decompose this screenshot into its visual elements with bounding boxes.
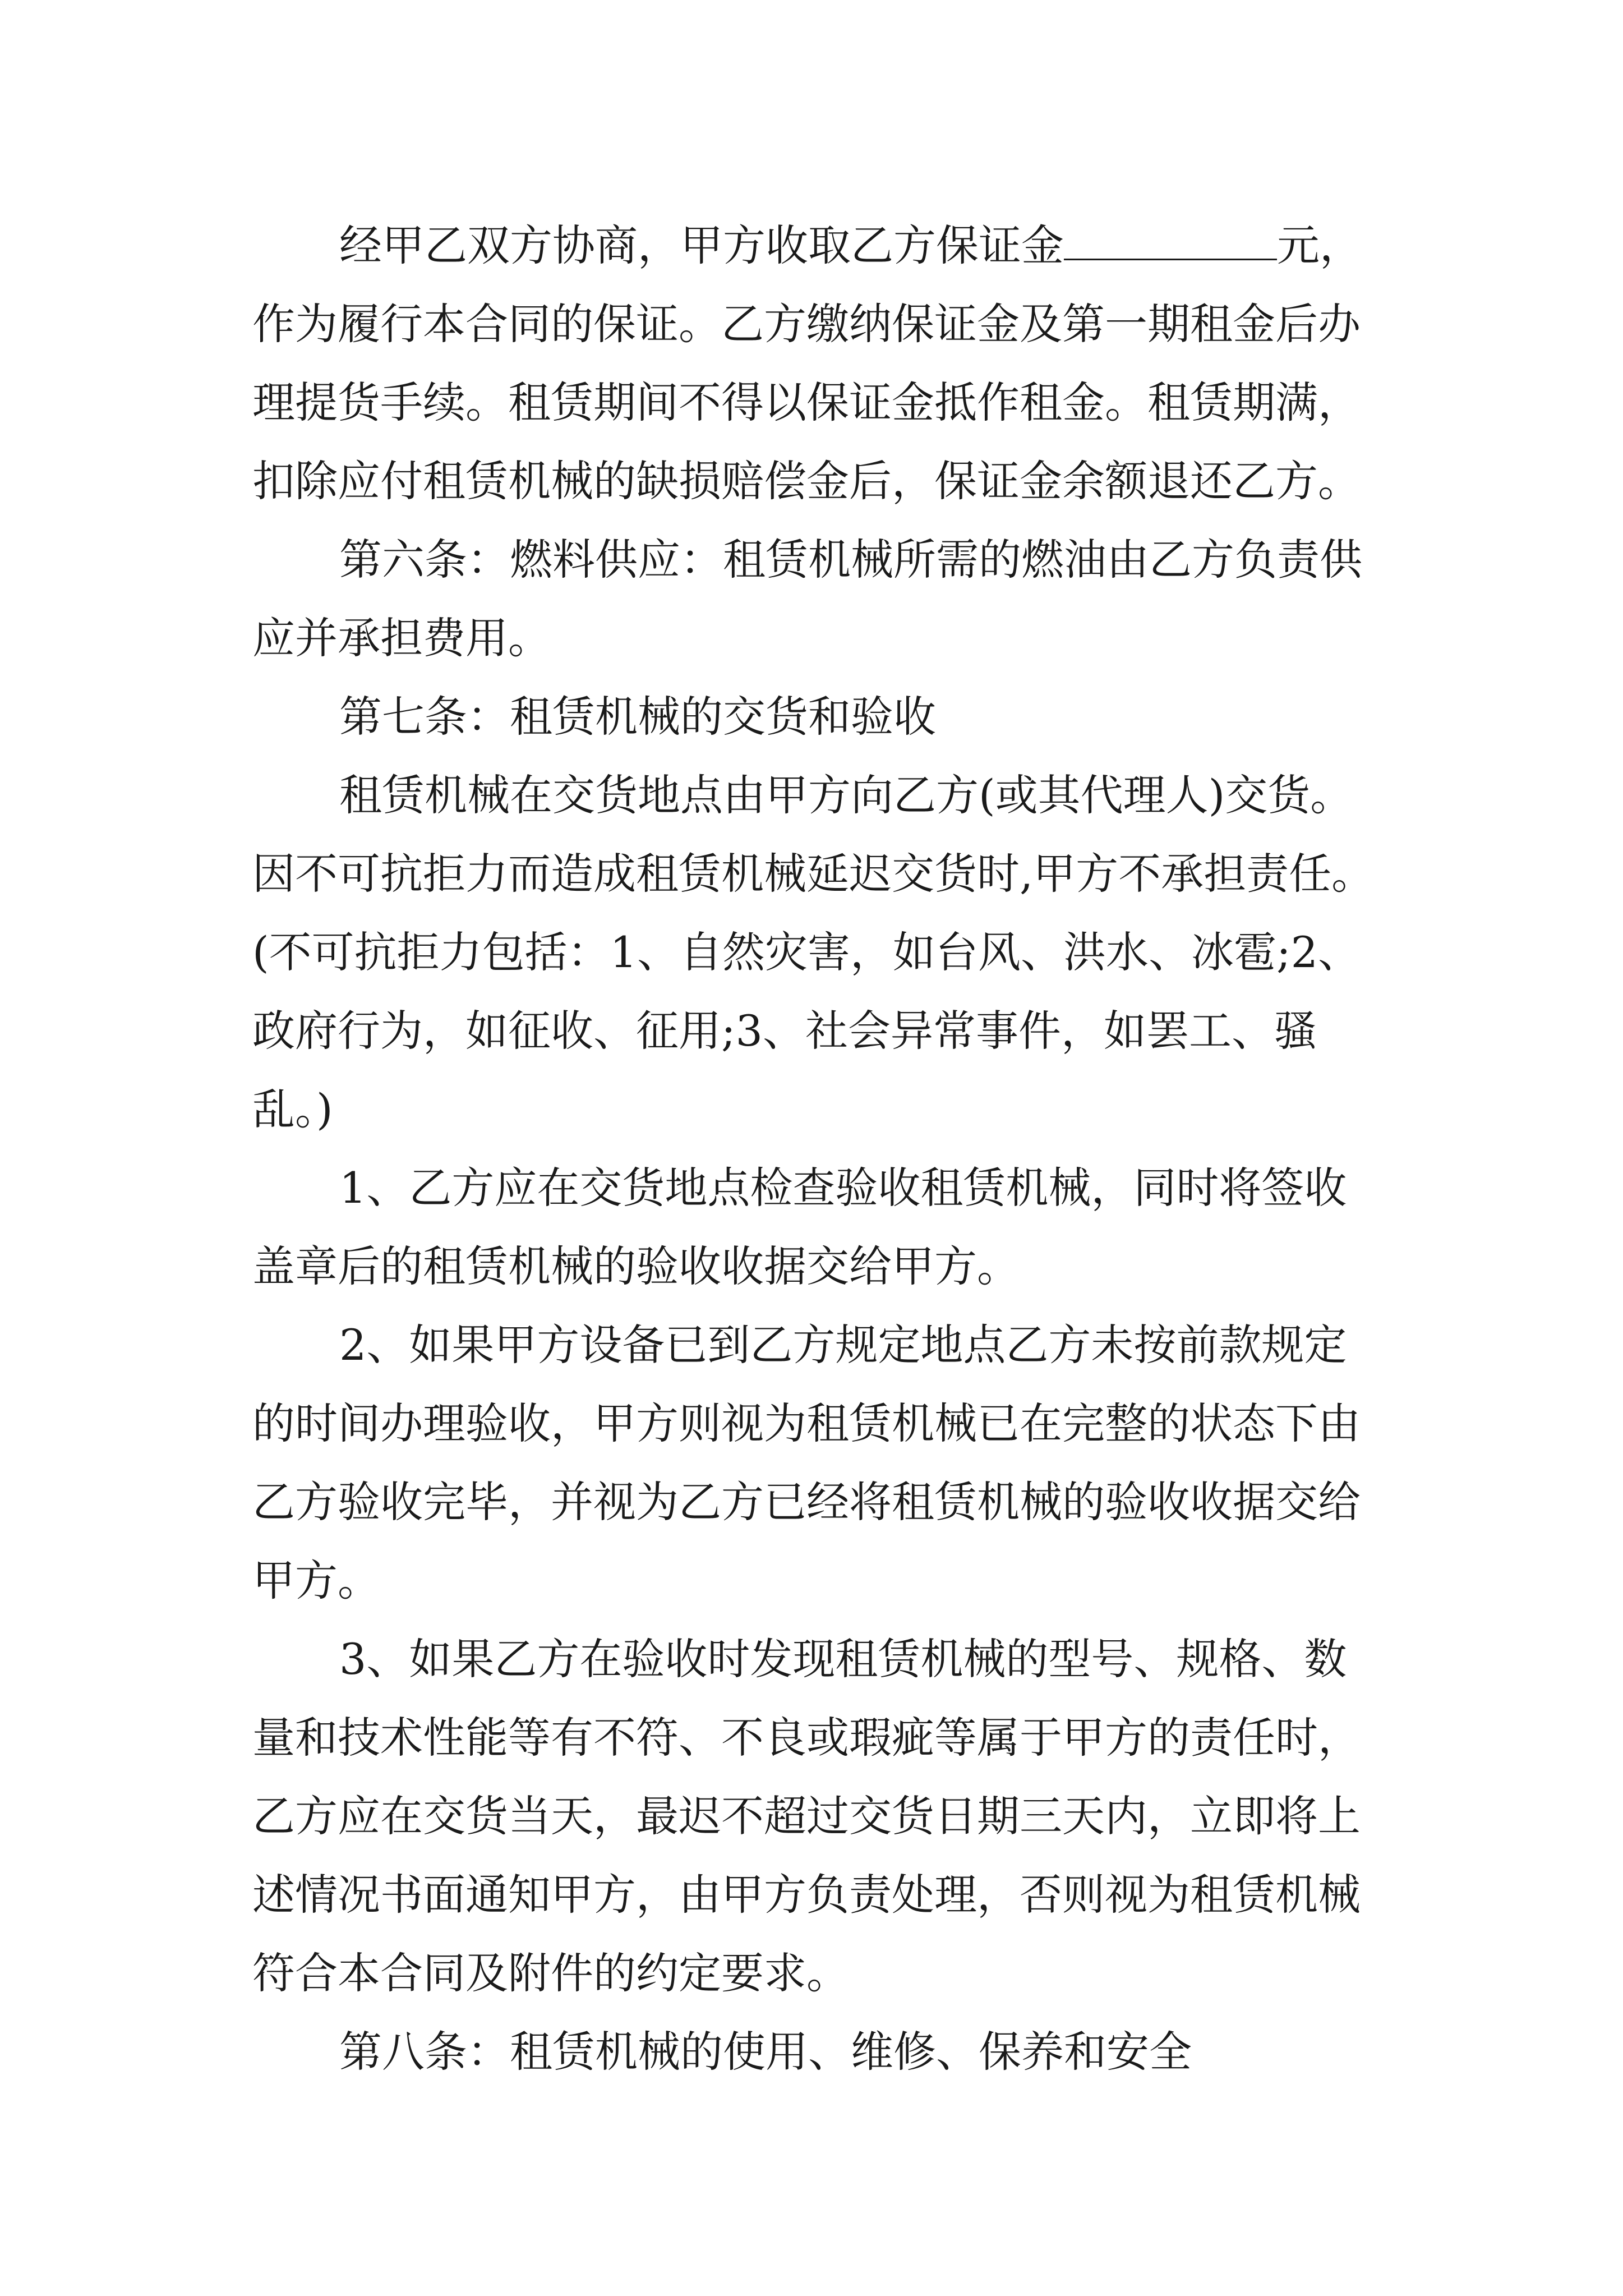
clause-3-line-3: 乙方应在交货当天，最迟不超过交货日期三天内，立即将上 <box>252 1791 1361 1841</box>
clause-2-line-3: 乙方验收完毕，并视为乙方已经将租赁机械的验收收据交给 <box>252 1477 1361 1527</box>
article-6-heading: 第六条：燃料供应：租赁机械所需的燃油由乙方负责供 <box>339 535 1362 585</box>
text-line-4: 扣除应付租赁机械的缺损赔偿金后，保证金余额退还乙方。 <box>252 456 1361 506</box>
clause-2-line-1: 2、如果甲方设备已到乙方规定地点乙方未按前款规定 <box>339 1320 1347 1370</box>
article-7-heading: 第七条：租赁机械的交货和验收 <box>339 692 936 742</box>
text-line-3: 理提货手续。租赁期间不得以保证金抵作租金。租赁期满， <box>252 378 1361 427</box>
text-line-11: 政府行为，如征收、征用;3、社会异常事件，如罢工、骚 <box>252 1006 1317 1056</box>
clause-3-line-2: 量和技术性能等有不符、不良或瑕疵等属于甲方的责任时， <box>252 1713 1361 1763</box>
article-8-heading: 第八条：租赁机械的使用、维修、保养和安全 <box>339 2027 1192 2077</box>
clause-3-line-5: 符合本合同及附件的约定要求。 <box>252 1948 849 1998</box>
text-line-12: 乱。) <box>252 1084 333 1134</box>
clause-2-line-4: 甲方。 <box>252 1556 380 1605</box>
deposit-amount-blank <box>1064 219 1277 260</box>
text-line-2: 作为履行本合同的保证。乙方缴纳保证金及第一期租金后办 <box>252 299 1361 349</box>
clause-1-line-1: 1、乙方应在交货地点检查验收租赁机械，同时将签收 <box>339 1163 1347 1213</box>
text-line-8: 租赁机械在交货地点由甲方向乙方(或其代理人)交货。 <box>339 770 1353 820</box>
clause-2-line-2: 的时间办理验收，甲方则视为租赁机械已在完整的状态下由 <box>252 1398 1361 1448</box>
clause-3-line-1: 3、如果乙方在验收时发现租赁机械的型号、规格、数 <box>339 1634 1347 1684</box>
text-line-1-part-2: 元， <box>1277 220 1362 270</box>
clause-3-line-4: 述情况书面通知甲方，由甲方负责处理，否则视为租赁机械 <box>252 1870 1361 1920</box>
clause-1-line-2: 盖章后的租赁机械的验收收据交给甲方。 <box>252 1241 1020 1291</box>
text-line-10: (不可抗拒力包括：1、自然灾害，如台风、洪水、冰雹;2、 <box>252 927 1361 977</box>
text-line-6: 应并承担费用。 <box>252 613 551 663</box>
text-line-1-part-1: 经甲乙双方协商，甲方收取乙方保证金 <box>339 220 1064 270</box>
text-line-1 <box>339 206 1362 285</box>
text-line-9: 因不可抗拒力而造成租赁机械延迟交货时,甲方不承担责任。 <box>252 849 1375 899</box>
